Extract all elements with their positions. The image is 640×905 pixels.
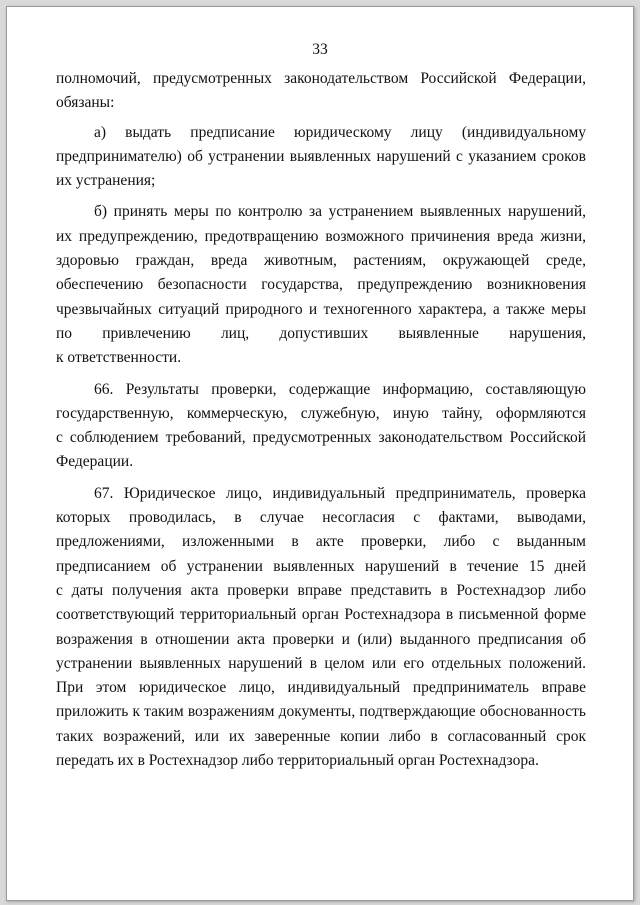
paragraph-point-67 [56, 482, 586, 774]
text-line: Федерации. [56, 453, 134, 471]
text-line: приложить к таким возражениям документы, подтверждающие обоснованность [56, 703, 586, 721]
page-number: 33 [312, 41, 328, 58]
text-line: предписанием об устранении выявленных нарушений в течение 15 дней [56, 557, 586, 575]
text-line: передать их в Ростехнадзор либо территориальный орган Ростехнадзора. [56, 752, 539, 770]
paragraph-point-66 [56, 378, 586, 475]
text-line: 67. Юридическое лицо, индивидуальный предприниматель, проверка [94, 484, 586, 502]
text-line: полномочий, предусмотренных законодательством Российской Федерации, [56, 70, 586, 87]
text-line: соответствующий территориальный орган Ростехнадзора в письменной форме [56, 606, 586, 624]
text-line: обязаны: [56, 94, 115, 112]
text-line: их предупреждению, предотвращению возможного причинения вреда жизни, [56, 227, 586, 245]
text-line: предпринимателю) об устранении выявленных нарушений с указанием сроков [56, 147, 586, 165]
text-line: с даты получения акта проверки вправе представить в Ростехнадзор либо [56, 581, 586, 599]
text-line: к ответственности. [56, 349, 182, 367]
text-line: государственную, коммерческую, служебную, иную тайну, оформляются [56, 404, 586, 422]
text-line: устранении выявленных нарушений в целом или его отдельных положений. [56, 654, 586, 672]
text-line: их устранения; [56, 172, 156, 190]
paragraph-item-b [56, 200, 586, 370]
text-line: обеспечению безопасности государства, предупреждению возникновения [56, 276, 586, 294]
text-line: с соблюдением требований, предусмотренных законодательством Российской [56, 429, 586, 447]
text-line: здоровью граждан, вреда животным, растениям, окружающей среде, [56, 252, 586, 270]
text-line: При этом юридическое лицо, индивидуальный предприниматель вправе [56, 679, 586, 697]
document-page [6, 6, 634, 901]
text-line: которых проводилась, в случае несогласия с фактами, выводами, [56, 509, 586, 527]
document-body [56, 67, 586, 773]
text-line: а) выдать предписание юридическому лицу (индивидуальному [94, 123, 586, 141]
text-line: 66. Результаты проверки, содержащие информацию, составляющую [94, 380, 586, 398]
paragraph-item-a [56, 121, 586, 194]
text-line: б) принять меры по контролю за устранением выявленных нарушений, [94, 203, 586, 221]
text-line: возражения в отношении акта проверки и (или) выданного предписания об [56, 630, 586, 648]
text-line: предложениями, изложенными в акте проверки, либо с выданным [56, 533, 586, 551]
paragraph-continuation [56, 67, 586, 116]
text-line: чрезвычайных ситуаций природного и техногенного характера, а также меры [56, 300, 586, 318]
text-line: таких возражений, или их заверенные копии либо в согласованный срок [56, 727, 586, 745]
text-line: по привлечению лиц, допустивших выявленные нарушения, [56, 324, 586, 342]
